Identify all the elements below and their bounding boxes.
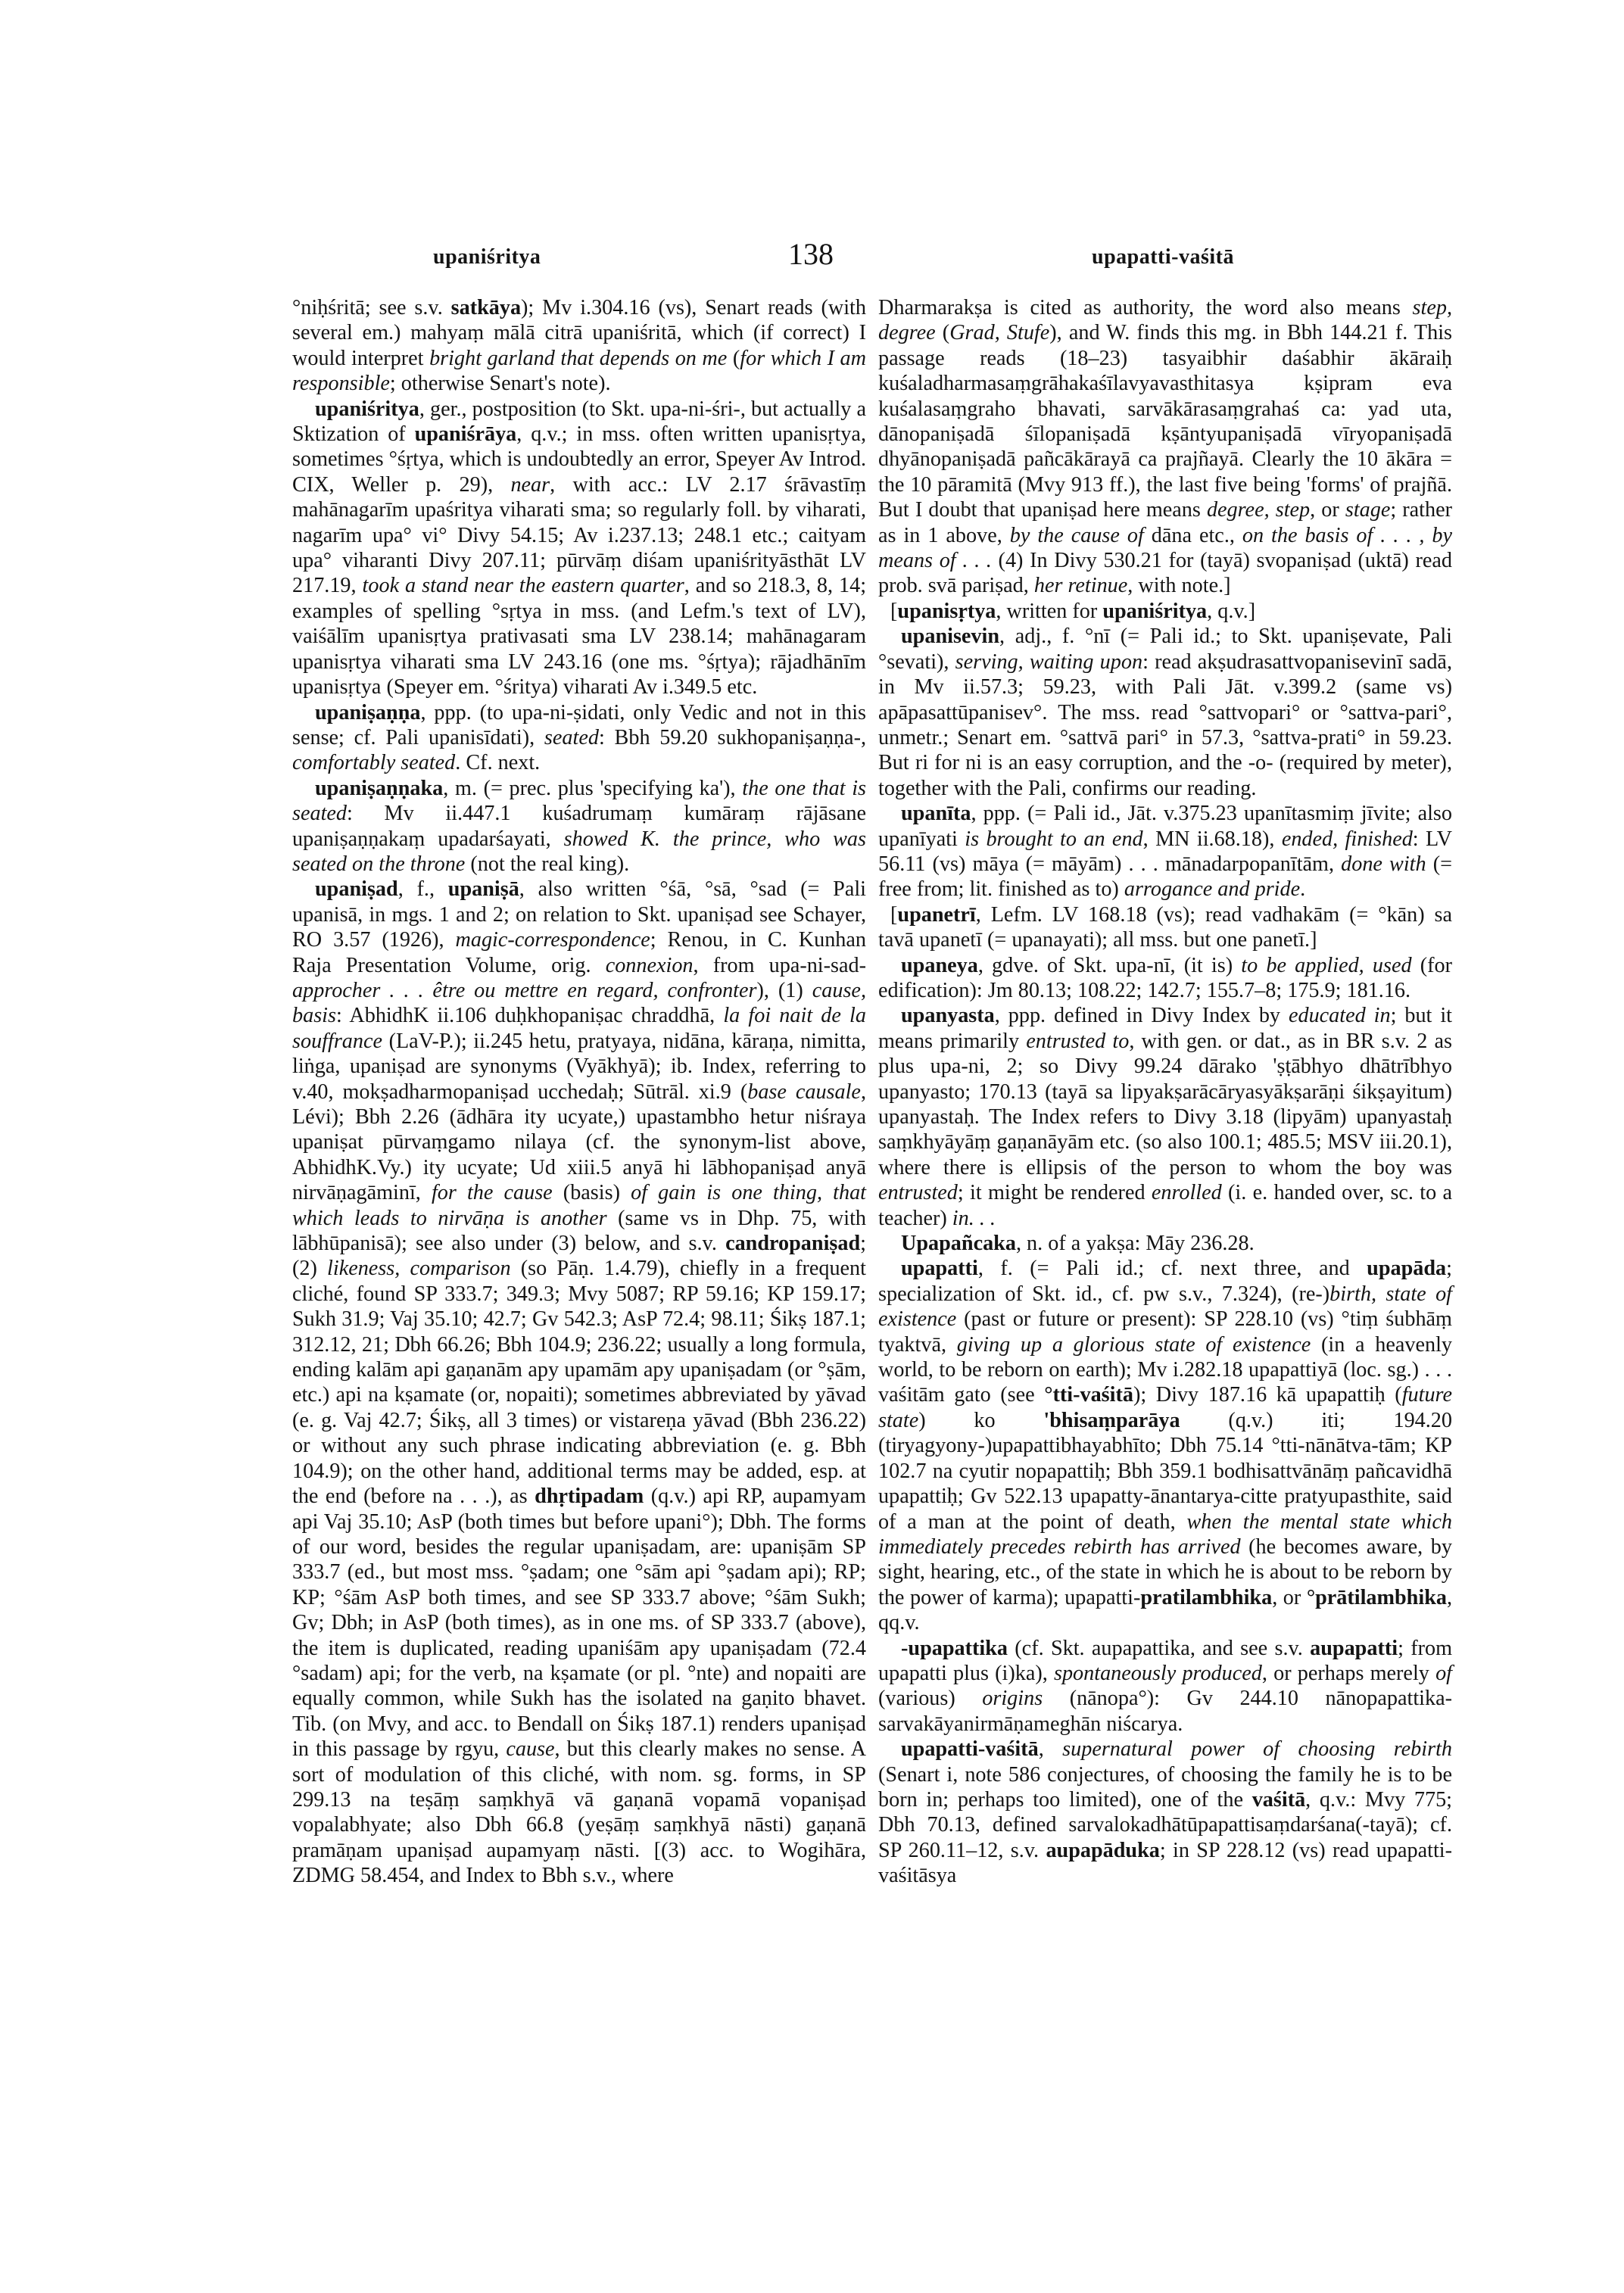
right_column-entry: upanyasta, ppp. defined in Divy Index by educated in; but it means primarily entrusted to, with gen. or dat., as in BR s.v. 2 as plus upa-ni, 2; so Divy 99.24 dārako 'ṣṭābhyo dhātrībhyo upanyasto; 170.13 (tayā sa lipyakṣarācāryasyākṣarāṇi śikṣayitum) upanyastaḥ. The Index refers to Divy 3.18 (lipyām) upanyastaḥ saṃkhyāyāṃ gaṇanāyām etc. (so also 100.1; 485.5; MSV iii.20.1), where there is ellipsis of the person to whom the boy was entrusted; it might be rendered enrolled (i. e. handed over, sc. to a teacher) in. . . xyxy=(878,1004,1453,1230)
right_column-entry: upaneya, gdve. of Skt. upa-nī, (it is) to be applied, used (for edification): Jm 80.13; 108.22; 142.7; 155.7–8; 175.9; 181.16. xyxy=(878,953,1452,1002)
right_column-entry: upanīta, ppp. (= Pali id., Jāt. v.375.23 upanītasmiṃ jīvite; also upanīyati is brought to an end, MN ii.68.18), ended, finished: LV 56.11 (vs) māya (= māyām) . . . mānadarpopanītām, done with (= free from; lit. finished as to) arrogance and pride. xyxy=(878,802,1452,902)
left_column-entry: upaniśritya, ger., postposition (to Skt. upa-ni-śri-, but actually a Sktization of upaniśrāya, q.v.; in mss. often written upanisṛtya, sometimes °śṛtya, which is undoubtedly an error, Speyer Av Introd. CIX, Weller p. 29), near, with acc.: LV 2.17 śrāvastīṃ mahānagarīm upaśritya viharati sma; so regularly foll. by viharati, nagarīm upa° vi° Divy 54.15; Av i.237.13; 248.1 etc.; caityam upa° viharanti Divy 207.11; pūrvāṃ diśam upaniśrityāsthāt LV 217.19, took a stand near the eastern quarter, and so 218.3, 8, 14; examples of spelling °sṛtya in mss. (and Lefm.'s text of LV), vaiśālīm upanisṛtya prativasati sma LV 238.14; mahānagaram upanisṛtya viharati sma LV 243.16 (one ms. °śṛtya); rājadhānīm upanisṛtya (Speyer em. °śritya) viharati Av i.349.5 etc. xyxy=(292,397,867,699)
running-header xyxy=(0,236,1624,282)
left-column xyxy=(292,295,866,1889)
right_column-entry: upanisevin, adj., f. °nī (= Pali id.; to Skt. upaniṣevate, Pali °sevati), serving, waiting upon: read akṣudrasattvopanisevinī sadā, in Mv ii.57.3; 59.23, with Pali Jāt. v.399.2 (same vs) apāpasattūpanisev°. The mss. read °sattvopari° or °sattva-pari°, unmetr.; Senart em. °sattvā pari° in 57.3, °sattva-prati° in 59.23. But ri for ni is an easy corruption, and the -o- (required by meter), together with the Pali, confirms our reading. xyxy=(878,625,1452,800)
left_column-entry: upaniṣaṇṇaka, m. (= prec. plus 'specifying ka'), the one that is seated: Mv ii.447.1 kuśadrumaṃ kumāraṃ rājāsane upaniṣaṇṇakaṃ upadarśayati, showed K. the prince, who was seated on the throne (not the real king). xyxy=(292,776,867,876)
right-column xyxy=(878,295,1452,1889)
left_column-entry: upaniṣaṇṇa, ppp. (to upa-ni-ṣidati, only Vedic and not in this sense; cf. Pali upanisīdati), seated: Bbh 59.20 sukhopaniṣaṇṇa-, comfortably seated. Cf. next. xyxy=(292,700,866,775)
right_column-entry: Upapañcaka, n. of a yakṣa: Māy 236.28. xyxy=(901,1232,1255,1256)
page-number: 138 xyxy=(788,237,834,271)
right_column-entry: [upanisṛtya, written for upaniśritya, q.v.] xyxy=(890,599,1256,623)
right_column-entry: Dharmarakṣa is cited as authority, the word also means step, degree (Grad, Stufe), and W. finds this mg. in Bbh 144.21 f. This passage reads (18–23) tasyaibhir daśabhir ākāraiḥ kuśaladharmasaṃgrāhakaśīlavyavasthitasya kṣipram eva kuśalasaṃgraho bhavati, sarvākārasaṃgrahaś ca: yad uta, dānopaniṣadā śīlopaniṣadā kṣāntyupaniṣadā vīryopaniṣadā dhyānopaniṣadā pañcākārayā ca prajñayā. Clearly the 10 ākāra = the 10 pāramitā (Mvy 913 ff.), the last five being 'forms' of prajñā. But I doubt that upaniṣad here means degree, step, or stage; rather as in 1 above, by the cause of dāna etc., on the basis of . . . , by means of . . . (4) In Divy 530.21 for (tayā) svopaniṣad (uktā) read prob. svā pariṣad, her retinue, with note.] xyxy=(878,296,1453,598)
left_column-entry: °niḥśritā; see s.v. satkāya); Mv i.304.16 (vs), Senart reads (with several em.) mahyaṃ mālā citrā upaniśritā, which (if correct) I would interpret bright garland that depends on me (for which I am responsible; otherwise Senart's note). xyxy=(292,296,866,396)
right_column-entry: -upapattika (cf. Skt. aupapattika, and see s.v. aupapatti; from upapatti plus (i)ka), spontaneously produced, or perhaps merely of (various) origins (nānopa°): Gv 244.10 nānopapattika-sarvakāyanirmāṇameghān niścarya. xyxy=(878,1636,1452,1736)
right_column-entry: [upanetrī, Lefm. LV 168.18 (vs); read vadhakām (= °kān) sa tavā upanetī (= upanayati); all mss. but one panetī.] xyxy=(878,902,1452,952)
header-left-guideword: upaniśritya xyxy=(433,245,541,269)
right_column-entry: upapatti-vaśitā, supernatural power of choosing rebirth (Senart i, note 586 conjectures, of choosing the family he is to be born in; perhaps too limited), one of the vaśitā, q.v.: Mvy 775; Dbh 70.13, defined sarvalokadhātūpapattisaṃdarśana(-tayā); cf. SP 260.11–12, s.v. aupapāduka; in SP 228.12 (vs) read upapatti-vaśitāsya xyxy=(878,1737,1452,1888)
header-right-guideword: upapatti-vaśitā xyxy=(1092,245,1234,269)
left_column-entry: upaniṣad, f., upaniṣā, also written °śā, °sā, °sad (= Pali upanisā, in mgs. 1 and 2; on relation to Skt. upaniṣad see Schayer, RO 3.57 (1926), magic-correspondence; Renou, in C. Kunhan Raja Presentation Volume, orig. connexion, from upa-ni-sad- approcher . . . être ou mettre en regard, confronter), (1) cause, basis: AbhidhK ii.106 duḥkhopaniṣac chraddhā, la foi nait de la souffrance (LaV-P.); ii.245 hetu, pratyaya, nidāna, kāraṇa, nimitta, liṅga, upaniṣad are synonyms (Vyākhyā); ib. Index, referring to v.40, mokṣadharmopaniṣad ucchedaḥ; Sūtrāl. xi.9 (base causale, Lévi); Bbh 2.26 (ādhāra ity ucyate,) upastambho hetur niśraya upaniṣat pūrvaṃgamo nilaya (cf. the synonym-list above, AbhidhK.Vy.) ity ucyate; Ud xiii.5 anyā hi lābhopaniṣad anyā nirvāṇagāminī, for the cause (basis) of gain is one thing, that which leads to nirvāṇa is another (same vs in Dhp. 75, with lābhūpanisā); see also under (3) below, and s.v. candropaniṣad; (2) likeness, comparison (so Pāṇ. 1.4.79), chiefly in a frequent cliché, found SP 333.7; 349.3; Mvy 5087; RP 59.16; KP 159.17; Sukh 31.9; Vaj 35.10; 42.7; Gv 542.3; AsP 72.4; 98.11; Śikṣ 187.1; 312.12, 21; Dbh 66.26; Bbh 104.9; 236.22; usually a long formula, ending kalām api gaṇanām apy upamām apy upaniṣadam (or °ṣām, etc.) api na kṣamate (or, nopaiti); sometimes abbreviated by yāvad (e. g. Vaj 42.7; Śikṣ, all 3 times) or vistareṇa yāvad (Bbh 236.22) or without any such phrase indicating abbreviation (e. g. Bbh 104.9); on the other hand, additional terms may be added, esp. at the end (before na . . .), as dhṛtipadam (q.v.) api RP, aupamyam api Vaj 35.10; AsP (both times but before upani°); Dbh. The forms of our word, besides the regular upaniṣadam, are: upaniṣām SP 333.7 (ed., but most mss. °ṣadam; one °sām api °ṣadam api); RP; KP; °śām AsP both times, and see SP 333.7 above; °śām Sukh; Gv; Dbh; in AsP (both times), as in one ms. of SP 333.7 (above), the item is duplicated, reading upaniśām apy upaniṣadam (72.4 °sadam) api; for the verb, na kṣamate (or pl. °nte) and nopaiti are equally common, while Sukh has the isolated na gaṇito bhavet. Tib. (on Mvy, and acc. to Bendall on Śikṣ 187.1) renders upaniṣad in this passage by rgyu, cause, but this clearly makes no sense. A sort of modulation of this cliché, with nom. sg. forms, in SP 299.13 na teṣāṃ saṃkhyā vā gaṇanā vopamā vopaniṣad vopalabhyate; also Dbh 66.8 (yeṣāṃ saṃkhyā nāsti) gaṇanā pramāṇam upaniṣad aupamyaṃ nāsti. [(3) acc. to Wogihāra, ZDMG 58.454, and Index to Bbh s.v., where xyxy=(292,877,867,1888)
right_column-entry: upapatti, f. (= Pali id.; cf. next three, and upapāda; specialization of Skt. id., cf. pw s.v., 7.324), (re-)birth, state of existence (past or future or present): SP 228.10 (vs) °tiṃ śubhāṃ tyaktvā, giving up a glorious state of existence (in a heavenly world, to be reborn on earth); Mv i.282.18 upapattiyā (loc. sg.) . . . vaśitām gato (see °tti-vaśitā); Divy 187.16 kā upapattiḥ (future state) ko 'bhisaṃparāya (q.v.) iti; 194.20 (tiryagyony-)upapattibhayabhīto; Dbh 75.14 °tti-nānātva-tām; KP 102.7 na cyutir nopapattiḥ; Bbh 359.1 bodhisattvānāṃ pañcavidhā upapattiḥ; Gv 522.13 upapatty-ānantarya-citte pratyupasthite, said of a man at the point of death, when the mental state which immediately precedes rebirth has arrived (he becomes aware, by sight, hearing, etc., of the state in which he is about to be reborn by the power of karma); upapatti-pratilambhika, or °prātilambhika, qq.v. xyxy=(878,1257,1453,1635)
